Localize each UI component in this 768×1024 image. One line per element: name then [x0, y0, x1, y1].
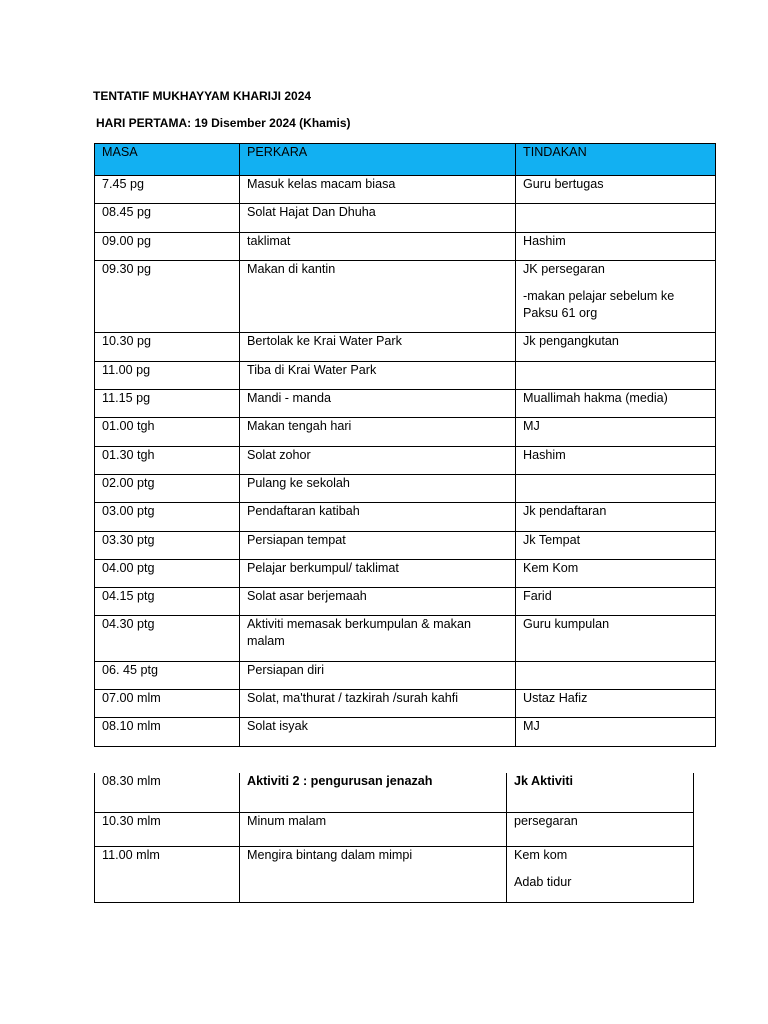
perkara-text: Solat, ma'thurat / tazkirah /surah kahfi: [247, 691, 459, 706]
tindakan-cell: [507, 813, 694, 847]
perkara-cell: [240, 559, 516, 587]
perkara-text: Makan tengah hari: [247, 419, 352, 434]
masa-text: 09.00 pg: [102, 233, 152, 248]
masa-cell: [95, 260, 240, 333]
tindakan-text: persegaran: [514, 814, 578, 828]
schedule-table-continued: [94, 773, 694, 903]
perkara-text: Tiba di Krai Water Park: [247, 362, 377, 377]
perkara-cell: [240, 260, 516, 333]
perkara-cell: [240, 661, 516, 689]
masa-text: 01.00 tgh: [102, 419, 155, 434]
perkara-text: Mandi - manda: [247, 391, 331, 406]
schedule-row: [95, 361, 716, 389]
schedule-row: [95, 813, 694, 847]
schedule-body: [95, 176, 716, 747]
masa-text: 07.00 mlm: [102, 691, 161, 706]
header-tindakan: [516, 144, 716, 176]
masa-text: 04.00 ptg: [102, 560, 155, 575]
perkara-cell: [240, 446, 516, 474]
masa-text: 11.15 pg: [102, 391, 151, 406]
masa-text: 04.30 ptg: [102, 617, 155, 632]
perkara-cell: [240, 474, 516, 502]
perkara-text: Persiapan diri: [247, 662, 325, 677]
tindakan-text: Kem kom: [514, 848, 568, 862]
masa-cell: [95, 390, 240, 418]
schedule-row: [95, 474, 716, 502]
tindakan-cell: [507, 773, 694, 813]
perkara-cell: [240, 418, 516, 446]
perkara-text: Bertolak ke Krai Water Park: [247, 334, 402, 349]
tindakan-cell: [516, 559, 716, 587]
masa-cell: [95, 474, 240, 502]
tindakan-cell: [516, 390, 716, 418]
tindakan-text: Hashim: [523, 447, 566, 462]
masa-text: 01.30 tgh: [102, 447, 155, 462]
header-perkara-label: PERKARA: [247, 145, 308, 159]
perkara-cell: [240, 616, 516, 661]
perkara-cell: [240, 531, 516, 559]
masa-cell: [95, 690, 240, 718]
schedule-row: [95, 446, 716, 474]
schedule-body-continued: [95, 773, 694, 903]
perkara-cell: [240, 690, 516, 718]
tindakan-text: Jk pendaftaran: [523, 504, 607, 519]
tindakan-text: Farid: [523, 589, 552, 604]
tindakan-cell: [516, 661, 716, 689]
schedule-row: [95, 661, 716, 689]
masa-cell: [95, 661, 240, 689]
masa-cell: [95, 847, 240, 903]
schedule-row: [95, 333, 716, 361]
masa-cell: [95, 232, 240, 260]
schedule-row: [95, 232, 716, 260]
perkara-text: Aktiviti 2 : pengurusan jenazah: [247, 774, 433, 788]
tindakan-text: -makan pelajar sebelum ke Paksu 61 org: [523, 289, 675, 321]
perkara-text: Solat isyak: [247, 719, 308, 734]
masa-cell: [95, 773, 240, 813]
perkara-cell: [240, 718, 516, 746]
tindakan-text: Adab tidur: [514, 875, 572, 890]
tindakan-cell: [516, 616, 716, 661]
tindakan-cell: [516, 690, 716, 718]
perkara-cell: [240, 176, 516, 204]
perkara-text: Makan di kantin: [247, 261, 336, 276]
tindakan-text: Hashim: [523, 233, 566, 248]
schedule-row: [95, 418, 716, 446]
tindakan-cell: [516, 204, 716, 232]
masa-cell: [95, 718, 240, 746]
tindakan-cell: [516, 588, 716, 616]
tindakan-cell: [516, 232, 716, 260]
masa-cell: [95, 503, 240, 531]
perkara-text: Aktiviti memasak berkumpulan & makan malam: [247, 617, 471, 649]
table-header-row: [95, 144, 716, 176]
perkara-text: Minum malam: [247, 814, 327, 828]
document-title: TENTATIF MUKHAYYAM KHARIJI 2024: [93, 89, 312, 103]
tindakan-text: Guru bertugas: [523, 177, 604, 191]
header-masa-label: MASA: [102, 145, 138, 159]
masa-cell: [95, 361, 240, 389]
perkara-cell: [240, 361, 516, 389]
masa-text: 03.00 ptg: [102, 504, 155, 519]
perkara-text: Pelajar berkumpul/ taklimat: [247, 560, 399, 575]
schedule-row: [95, 176, 716, 204]
masa-cell: [95, 333, 240, 361]
perkara-text: Pendaftaran katibah: [247, 504, 360, 519]
schedule-row: [95, 260, 716, 333]
masa-cell: [95, 531, 240, 559]
perkara-text: Solat asar berjemaah: [247, 589, 367, 604]
tindakan-text: Muallimah hakma (media): [523, 391, 668, 406]
perkara-cell: [240, 503, 516, 531]
tindakan-cell: [516, 446, 716, 474]
masa-text: 08.30 mlm: [102, 774, 161, 788]
perkara-text: Masuk kelas macam biasa: [247, 177, 396, 191]
tindakan-cell: [507, 847, 694, 903]
masa-text: 08.10 mlm: [102, 719, 161, 734]
perkara-text: Solat zohor: [247, 447, 311, 462]
tindakan-text: MJ: [523, 719, 540, 734]
tindakan-cell: [516, 531, 716, 559]
masa-text: 10.30 pg: [102, 334, 152, 349]
masa-cell: [95, 418, 240, 446]
masa-text: 06. 45 ptg: [102, 662, 159, 677]
tindakan-text: Guru kumpulan: [523, 617, 610, 632]
schedule-row: [95, 531, 716, 559]
masa-cell: [95, 559, 240, 587]
perkara-cell: [240, 232, 516, 260]
masa-text: 09.30 pg: [102, 261, 152, 276]
tindakan-cell: [516, 260, 716, 333]
tindakan-text: Kem Kom: [523, 560, 579, 575]
schedule-row: [95, 390, 716, 418]
header-masa: [95, 144, 240, 176]
schedule-row: [95, 503, 716, 531]
masa-cell: [95, 446, 240, 474]
tindakan-text: Jk Tempat: [523, 532, 581, 547]
masa-text: 02.00 ptg: [102, 475, 155, 490]
tindakan-cell: [516, 418, 716, 446]
perkara-text: taklimat: [247, 233, 291, 248]
tindakan-text: JK persegaran: [523, 261, 605, 276]
masa-text: 08.45 pg: [102, 205, 152, 220]
tindakan-text: Ustaz Hafiz: [523, 691, 588, 706]
schedule-row: [95, 847, 694, 903]
masa-cell: [95, 813, 240, 847]
schedule-table: [94, 143, 716, 747]
masa-cell: [95, 588, 240, 616]
perkara-cell: [240, 204, 516, 232]
schedule-row: [95, 773, 694, 813]
schedule-row: [95, 204, 716, 232]
schedule-row: [95, 690, 716, 718]
schedule-row: [95, 718, 716, 746]
masa-text: 7.45 pg: [102, 177, 145, 191]
tindakan-cell: [516, 176, 716, 204]
schedule-row: [95, 588, 716, 616]
masa-text: 03.30 ptg: [102, 532, 155, 547]
perkara-cell: [240, 813, 507, 847]
perkara-cell: [240, 847, 507, 903]
tindakan-cell: [516, 333, 716, 361]
masa-text: 04.15 ptg: [102, 589, 155, 604]
header-tindakan-label: TINDAKAN: [523, 145, 587, 159]
perkara-cell: [240, 390, 516, 418]
perkara-text: Solat Hajat Dan Dhuha: [247, 205, 376, 220]
masa-cell: [95, 616, 240, 661]
tindakan-cell: [516, 474, 716, 502]
perkara-cell: [240, 333, 516, 361]
masa-cell: [95, 204, 240, 232]
tindakan-text: Jk Aktiviti: [514, 774, 574, 788]
day-heading: HARI PERTAMA: 19 Disember 2024 (Khamis): [96, 116, 351, 130]
perkara-cell: [240, 773, 507, 813]
masa-text: 11.00 mlm: [102, 848, 160, 862]
tindakan-text: MJ: [523, 419, 540, 434]
schedule-row: [95, 559, 716, 587]
tindakan-cell: [516, 503, 716, 531]
perkara-text: Mengira bintang dalam mimpi: [247, 848, 413, 862]
header-perkara: [240, 144, 516, 176]
tindakan-cell: [516, 361, 716, 389]
perkara-text: Pulang ke sekolah: [247, 475, 350, 490]
tindakan-cell: [516, 718, 716, 746]
masa-text: 11.00 pg: [102, 362, 151, 377]
masa-text: 10.30 mlm: [102, 814, 161, 828]
perkara-cell: [240, 588, 516, 616]
schedule-row: [95, 616, 716, 661]
masa-cell: [95, 176, 240, 204]
tindakan-text: Jk pengangkutan: [523, 334, 619, 349]
perkara-text: Persiapan tempat: [247, 532, 346, 547]
